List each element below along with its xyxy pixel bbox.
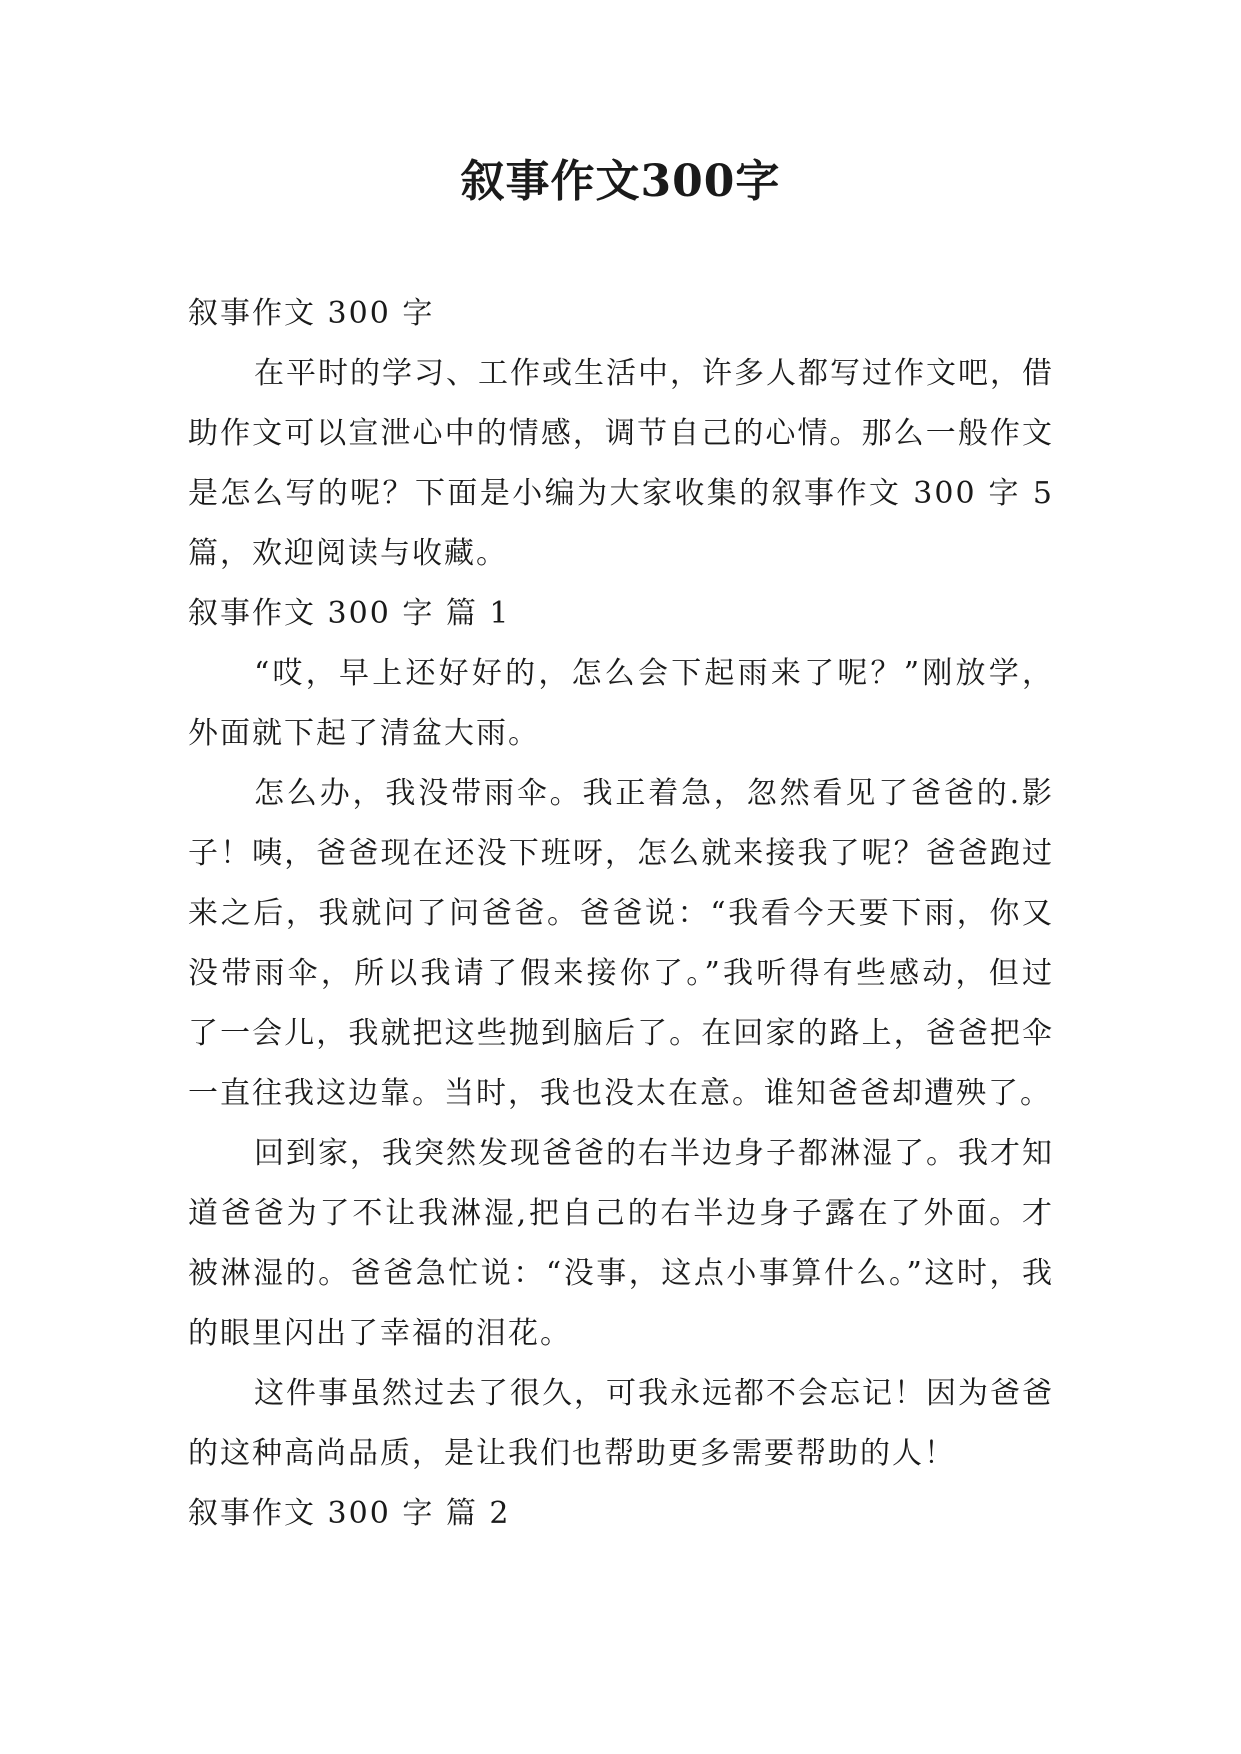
intro-paragraph: 在平时的学习、工作或生活中，许多人都写过作文吧，借助作文可以宣泄心中的情感，调节自己的心情。那么一般作文是怎么写的呢？下面是小编为大家收集的叙事作文 300 字 5 篇，欢迎阅读与收藏。 bbox=[188, 356, 1054, 571]
document-subtitle: 叙事作文 300 字 bbox=[188, 296, 435, 331]
document-title: 叙事作文300字 bbox=[460, 156, 781, 207]
section-1-paragraph-2: 怎么办，我没带雨伞。我正着急，忽然看见了爸爸的.影子！咦，爸爸现在还没下班呀，怎么就来接我了呢？爸爸跑过来之后，我就问了问爸爸。爸爸说：“我看今天要下雨，你又没带雨伞，所以我请了假来接你了。”我听得有些感动，但过了一会儿，我就把这些抛到脑后了。在回家的路上，爸爸把伞一直往我这边靠。当时，我也没太在意。谁知爸爸却遭殃了。 bbox=[188, 776, 1054, 1111]
section-1-paragraph-1: “哎，早上还好好的，怎么会下起雨来了呢？”刚放学，外面就下起了清盆大雨。 bbox=[188, 656, 1054, 751]
section-1-paragraph-3: 回到家，我突然发现爸爸的右半边身子都淋湿了。我才知道爸爸为了不让我淋湿,把自己的右半边身子露在了外面。才被淋湿的。爸爸急忙说：“没事，这点小事算什么。”这时，我的眼里闪出了幸福的泪花。 bbox=[188, 1136, 1054, 1351]
section-heading-2: 叙事作文 300 字 篇 2 bbox=[188, 1496, 511, 1531]
section-1-paragraph-4: 这件事虽然过去了很久，可我永远都不会忘记！因为爸爸的这种高尚品质，是让我们也帮助更多需要帮助的人！ bbox=[188, 1376, 1054, 1471]
section-heading-1: 叙事作文 300 字 篇 1 bbox=[188, 596, 511, 631]
document-body bbox=[188, 284, 1054, 1544]
